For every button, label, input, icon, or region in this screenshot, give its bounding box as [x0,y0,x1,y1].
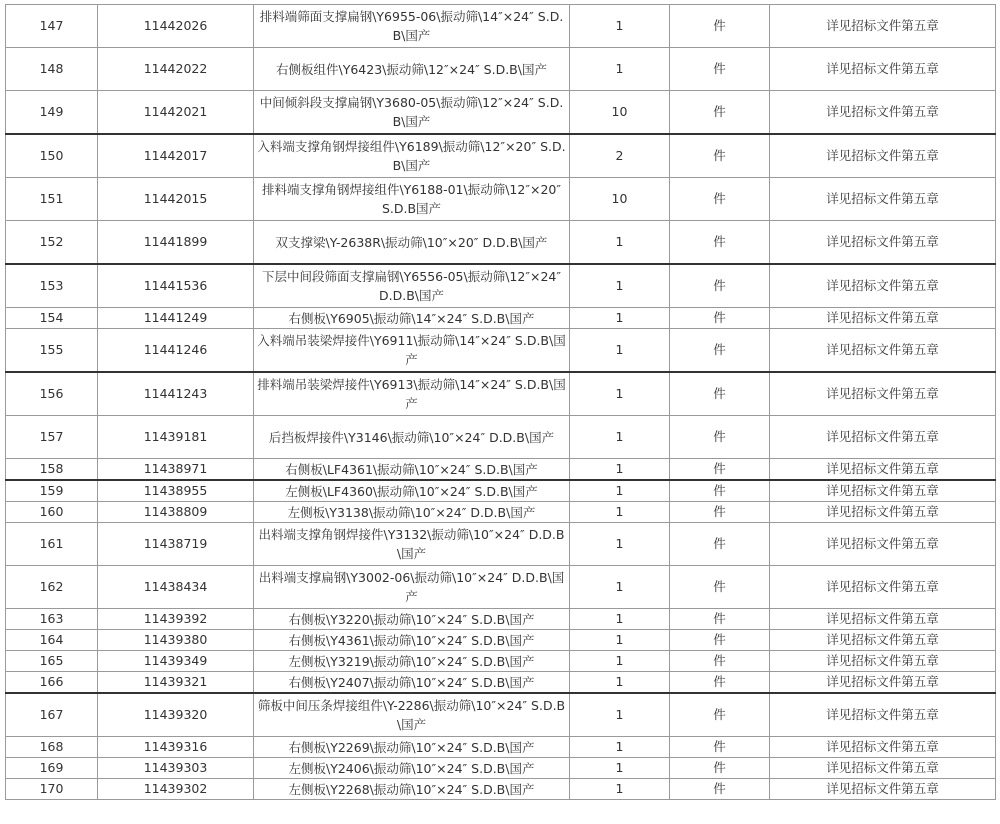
unit-cell: 件 [670,48,770,91]
row-number-cell: 169 [6,758,98,779]
item-description-cell: 出料端支撑角钢焊接件\Y3132\振动筛\10″×24″ D.D.B\国产 [254,523,570,566]
item-code-cell: 11441536 [98,264,254,308]
quantity-cell: 1 [570,672,670,694]
quantity-cell: 1 [570,651,670,672]
table-row [6,416,996,459]
row-number-cell: 154 [6,308,98,329]
item-description-cell: 左侧板\Y3138\振动筛\10″×24″ D.D.B\国产 [254,502,570,523]
quantity-cell: 1 [570,693,670,737]
item-code-cell: 11438955 [98,480,254,502]
item-code-cell: 11439181 [98,416,254,459]
quantity-cell: 1 [570,758,670,779]
unit-cell: 件 [670,91,770,135]
item-code-cell: 11441249 [98,308,254,329]
remark-cell: 详见招标文件第五章 [770,48,996,91]
row-number-cell: 159 [6,480,98,502]
item-description-cell: 后挡板焊接件\Y3146\振动筛\10″×24″ D.D.B\国产 [254,416,570,459]
item-description-cell: 右侧板组件\Y6423\振动筛\12″×24″ S.D.B\国产 [254,48,570,91]
item-code-cell: 11442021 [98,91,254,135]
quantity-cell: 1 [570,221,670,265]
row-number-cell: 163 [6,609,98,630]
table-row [6,329,996,373]
table-row [6,502,996,523]
item-code-cell: 11439303 [98,758,254,779]
unit-cell: 件 [670,134,770,178]
table-row [6,459,996,481]
row-number-cell: 157 [6,416,98,459]
item-description-cell: 筛板中间压条焊接组件\Y-2286\振动筛\10″×24″ S.D.B\国产 [254,693,570,737]
quantity-cell: 1 [570,372,670,416]
item-code-cell: 11439302 [98,779,254,800]
quantity-cell: 1 [570,779,670,800]
table-row [6,651,996,672]
item-description-cell: 入料端支撑角钢焊接组件\Y6189\振动筛\12″×20″ S.D.B\国产 [254,134,570,178]
remark-cell: 详见招标文件第五章 [770,609,996,630]
item-description-cell: 左侧板\Y2268\振动筛\10″×24″ S.D.B\国产 [254,779,570,800]
table-row [6,134,996,178]
item-code-cell: 11439316 [98,737,254,758]
unit-cell: 件 [670,651,770,672]
quantity-cell: 10 [570,91,670,135]
row-number-cell: 151 [6,178,98,221]
item-description-cell: 出料端支撑扁钢\Y3002-06\振动筛\10″×24″ D.D.B\国产 [254,566,570,609]
unit-cell: 件 [670,672,770,694]
table-row [6,480,996,502]
item-code-cell: 11442022 [98,48,254,91]
unit-cell: 件 [670,264,770,308]
item-code-cell: 11442015 [98,178,254,221]
remark-cell: 详见招标文件第五章 [770,758,996,779]
table-row [6,566,996,609]
item-code-cell: 11439349 [98,651,254,672]
remark-cell: 详见招标文件第五章 [770,779,996,800]
remark-cell: 详见招标文件第五章 [770,178,996,221]
table-row [6,693,996,737]
item-code-cell: 11438719 [98,523,254,566]
remark-cell: 详见招标文件第五章 [770,737,996,758]
remark-cell: 详见招标文件第五章 [770,264,996,308]
row-number-cell: 150 [6,134,98,178]
row-number-cell: 156 [6,372,98,416]
remark-cell: 详见招标文件第五章 [770,372,996,416]
item-description-cell: 左侧板\Y2406\振动筛\10″×24″ S.D.B\国产 [254,758,570,779]
table-row [6,372,996,416]
item-code-cell: 11438971 [98,459,254,481]
unit-cell: 件 [670,5,770,48]
quantity-cell: 1 [570,480,670,502]
item-code-cell: 11442026 [98,5,254,48]
unit-cell: 件 [670,329,770,373]
table-row [6,308,996,329]
unit-cell: 件 [670,609,770,630]
remark-cell: 详见招标文件第五章 [770,459,996,481]
unit-cell: 件 [670,459,770,481]
row-number-cell: 166 [6,672,98,694]
remark-cell: 详见招标文件第五章 [770,672,996,694]
table-row [6,609,996,630]
table-row [6,672,996,694]
row-number-cell: 158 [6,459,98,481]
table-row [6,91,996,135]
remark-cell: 详见招标文件第五章 [770,651,996,672]
row-number-cell: 147 [6,5,98,48]
item-description-cell: 左侧板\Y3219\振动筛\10″×24″ S.D.B\国产 [254,651,570,672]
item-code-cell: 11439392 [98,609,254,630]
table-row [6,48,996,91]
row-number-cell: 148 [6,48,98,91]
item-code-cell: 11438809 [98,502,254,523]
unit-cell: 件 [670,779,770,800]
unit-cell: 件 [670,630,770,651]
remark-cell: 详见招标文件第五章 [770,693,996,737]
unit-cell: 件 [670,178,770,221]
item-description-cell: 排料端支撑角钢焊接组件\Y6188-01\振动筛\12″×20″ S.D.B国产 [254,178,570,221]
item-code-cell: 11439320 [98,693,254,737]
row-number-cell: 164 [6,630,98,651]
unit-cell: 件 [670,566,770,609]
quantity-cell: 1 [570,566,670,609]
procurement-table [5,4,996,800]
unit-cell: 件 [670,480,770,502]
unit-cell: 件 [670,693,770,737]
quantity-cell: 1 [570,5,670,48]
item-code-cell: 11442017 [98,134,254,178]
item-description-cell: 双支撑梁\Y-2638R\振动筛\10″×20″ D.D.B\国产 [254,221,570,265]
unit-cell: 件 [670,416,770,459]
row-number-cell: 167 [6,693,98,737]
unit-cell: 件 [670,758,770,779]
remark-cell: 详见招标文件第五章 [770,329,996,373]
item-code-cell: 11439321 [98,672,254,694]
quantity-cell: 1 [570,459,670,481]
row-number-cell: 155 [6,329,98,373]
row-number-cell: 170 [6,779,98,800]
item-description-cell: 入料端吊装梁焊接件\Y6911\振动筛\14″×24″ S.D.B\国产 [254,329,570,373]
table-row [6,779,996,800]
row-number-cell: 162 [6,566,98,609]
remark-cell: 详见招标文件第五章 [770,5,996,48]
unit-cell: 件 [670,221,770,265]
remark-cell: 详见招标文件第五章 [770,523,996,566]
item-description-cell: 右侧板\Y6905\振动筛\14″×24″ S.D.B\国产 [254,308,570,329]
item-description-cell: 右侧板\Y2407\振动筛\10″×24″ S.D.B\国产 [254,672,570,694]
remark-cell: 详见招标文件第五章 [770,221,996,265]
quantity-cell: 1 [570,48,670,91]
table-row [6,737,996,758]
remark-cell: 详见招标文件第五章 [770,566,996,609]
item-description-cell: 下层中间段筛面支撑扁钢\Y6556-05\振动筛\12″×24″ D.D.B\国产 [254,264,570,308]
quantity-cell: 1 [570,737,670,758]
remark-cell: 详见招标文件第五章 [770,630,996,651]
row-number-cell: 152 [6,221,98,265]
table-row [6,758,996,779]
table-row [6,523,996,566]
quantity-cell: 1 [570,502,670,523]
table-row [6,630,996,651]
item-code-cell: 11441899 [98,221,254,265]
quantity-cell: 2 [570,134,670,178]
remark-cell: 详见招标文件第五章 [770,308,996,329]
quantity-cell: 1 [570,416,670,459]
item-description-cell: 右侧板\Y3220\振动筛\10″×24″ S.D.B\国产 [254,609,570,630]
unit-cell: 件 [670,372,770,416]
item-description-cell: 右侧板\Y2269\振动筛\10″×24″ S.D.B\国产 [254,737,570,758]
item-code-cell: 11439380 [98,630,254,651]
quantity-cell: 10 [570,178,670,221]
item-description-cell: 排料端吊装梁焊接件\Y6913\振动筛\14″×24″ S.D.B\国产 [254,372,570,416]
row-number-cell: 149 [6,91,98,135]
quantity-cell: 1 [570,523,670,566]
row-number-cell: 161 [6,523,98,566]
quantity-cell: 1 [570,264,670,308]
unit-cell: 件 [670,502,770,523]
quantity-cell: 1 [570,609,670,630]
item-description-cell: 右侧板\LF4361\振动筛\10″×24″ S.D.B\国产 [254,459,570,481]
row-number-cell: 165 [6,651,98,672]
unit-cell: 件 [670,737,770,758]
row-number-cell: 168 [6,737,98,758]
table-row [6,5,996,48]
table-row [6,264,996,308]
table-row [6,178,996,221]
item-code-cell: 11438434 [98,566,254,609]
table-row [6,221,996,265]
item-description-cell: 排料端筛面支撑扁钢\Y6955-06\振动筛\14″×24″ S.D.B\国产 [254,5,570,48]
item-description-cell: 右侧板\Y4361\振动筛\10″×24″ S.D.B\国产 [254,630,570,651]
row-number-cell: 160 [6,502,98,523]
item-code-cell: 11441243 [98,372,254,416]
remark-cell: 详见招标文件第五章 [770,502,996,523]
quantity-cell: 1 [570,308,670,329]
remark-cell: 详见招标文件第五章 [770,134,996,178]
remark-cell: 详见招标文件第五章 [770,91,996,135]
remark-cell: 详见招标文件第五章 [770,416,996,459]
item-description-cell: 左侧板\LF4360\振动筛\10″×24″ S.D.B\国产 [254,480,570,502]
quantity-cell: 1 [570,329,670,373]
table-body [6,5,996,800]
item-code-cell: 11441246 [98,329,254,373]
remark-cell: 详见招标文件第五章 [770,480,996,502]
item-description-cell: 中间倾斜段支撑扁钢\Y3680-05\振动筛\12″×24″ S.D.B\国产 [254,91,570,135]
unit-cell: 件 [670,308,770,329]
quantity-cell: 1 [570,630,670,651]
unit-cell: 件 [670,523,770,566]
row-number-cell: 153 [6,264,98,308]
